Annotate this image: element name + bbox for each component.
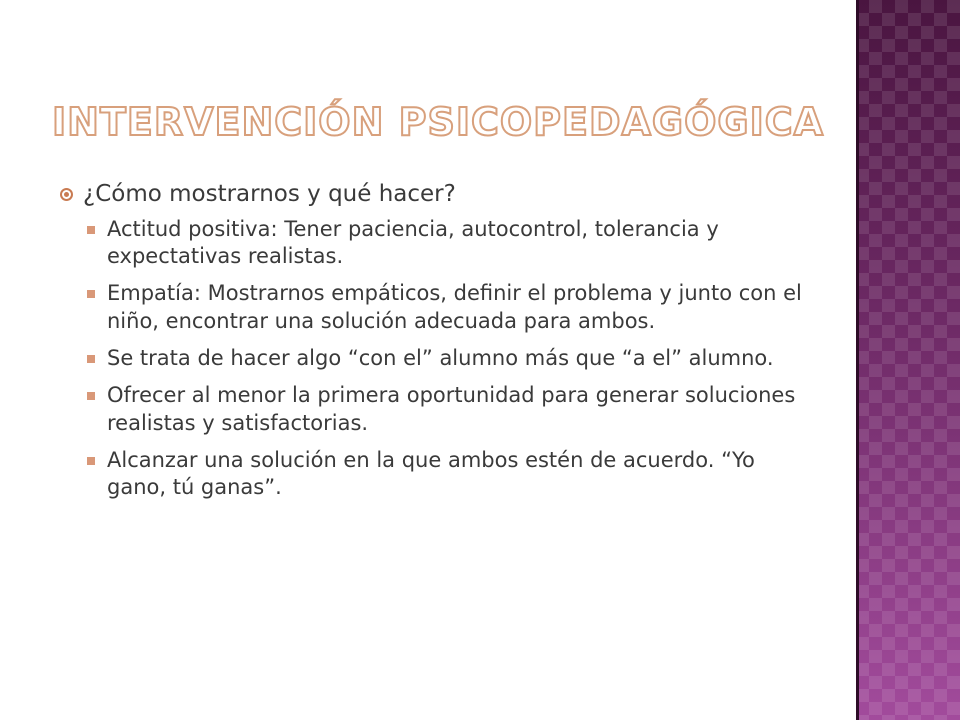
sub-point (87, 216, 820, 271)
sub-point-text: Actitud positiva: Tener paciencia, autocontrol, tolerancia y expectativas realistas. (107, 216, 719, 269)
sub-point-text: Ofrecer al menor la primera oportunidad para generar soluciones realistas y satisfactorias. (107, 383, 796, 435)
side-panel-edge (856, 0, 859, 720)
main-point-text: ¿Cómo mostrarnos y qué hacer? (83, 181, 456, 207)
sub-point (87, 382, 820, 437)
square-bullet-icon (87, 290, 95, 298)
sub-point (87, 447, 820, 502)
sub-point-text: Alcanzar una solución en la que ambos estén de acuerdo. “Yo gano, tú ganas”. (107, 447, 755, 500)
main-bullet-point (60, 180, 820, 210)
slide-content (60, 180, 820, 512)
circled-dot-icon (60, 188, 73, 201)
sub-point (87, 345, 820, 372)
slide-title: INTERVENCIÓN PSICOPEDAGÓGICA (52, 100, 825, 144)
square-bullet-icon (87, 457, 95, 465)
square-bullet-icon (87, 392, 95, 400)
square-bullet-icon (87, 355, 95, 363)
sub-point-text: Empatía: Mostrarnos empáticos, definir el problema y junto con el niño, encontrar una solución adecuada para ambos. (107, 281, 802, 333)
sub-point-list (60, 216, 820, 502)
sub-point-text: Se trata de hacer algo “con el” alumno más que “a el” alumno. (107, 346, 774, 371)
sub-point (87, 280, 820, 335)
square-bullet-icon (87, 226, 95, 234)
decorative-side-panel (856, 0, 960, 720)
